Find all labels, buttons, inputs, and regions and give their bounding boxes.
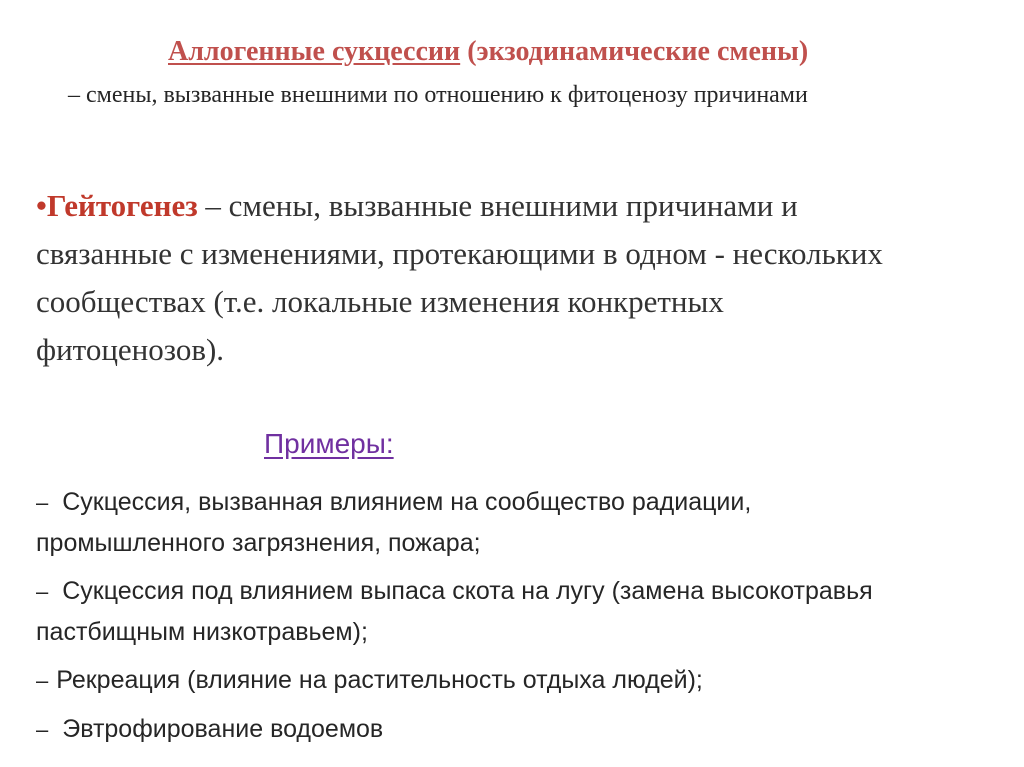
definition-term: Гейтогенез (46, 188, 198, 223)
definition-bullet: • (36, 188, 47, 223)
examples-list (36, 482, 936, 758)
title-rest: (экзодинамические смены) (460, 36, 809, 67)
list-dash: – (36, 579, 49, 604)
examples-heading: Примеры: (264, 428, 394, 459)
list-item-text: Сукцессия под влиянием выпаса скота на лугу (замена высокотравья пастбищным низкотравьем); (36, 577, 873, 646)
list-item-text: Рекреация (влияние на растительность отдыха людей); (56, 666, 703, 694)
list-item (36, 660, 936, 701)
definition-text: – смены, вызванные внешними причинами и связанные с изменениями, протекающими в одном - нескольких сообществах (т.е. локальные изменения конкретных фитоценозов). (36, 188, 883, 367)
title-underlined-term: Аллогенные сукцессии (168, 36, 461, 67)
slide-title (168, 36, 808, 68)
list-item (36, 709, 936, 750)
list-item-text: Сукцессия, вызванная влиянием на сообщество радиации, промышленного загрязнения, пожара; (36, 488, 752, 557)
list-item (36, 571, 936, 652)
list-item-text: Эвтрофирование водоемов (62, 715, 384, 743)
list-item (36, 482, 936, 563)
list-dash: – (36, 490, 49, 515)
slide-subtitle: – смены, вызванные внешними по отношению к фитоценозу причинами (68, 82, 808, 108)
definition-paragraph (36, 182, 916, 374)
list-dash: – (36, 717, 49, 742)
list-dash: – (36, 668, 49, 693)
